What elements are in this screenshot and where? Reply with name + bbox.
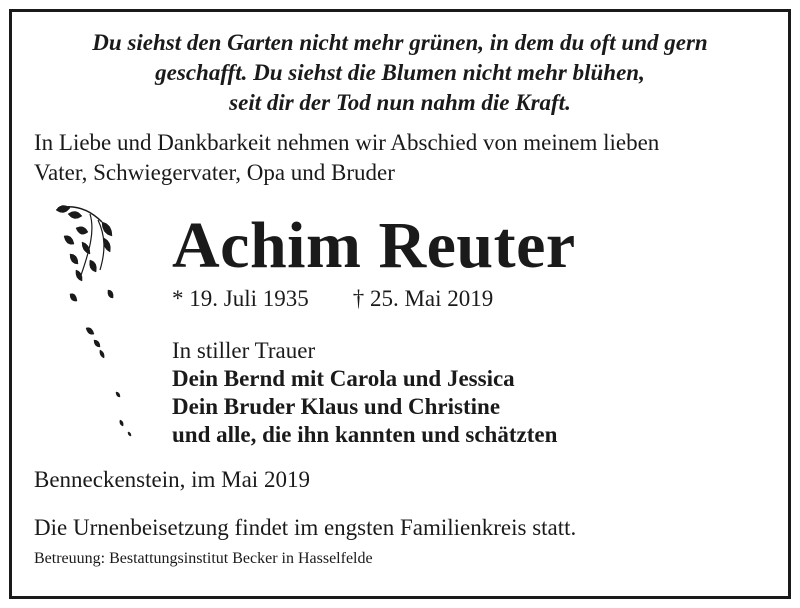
poem-line: seit dir der Tod nun nahm die Kraft. — [229, 90, 571, 115]
death-date: † 25. Mai 2019 — [352, 286, 494, 311]
burial-note: Die Urnenbeisetzung findet im engsten Familienkreis statt. — [34, 515, 577, 540]
intro-line: Vater, Schwiegervater, Opa und Bruder — [34, 160, 395, 185]
leaf-branch-icon — [50, 200, 140, 450]
mourner-line: und alle, die ihn kannten und schätzten — [172, 422, 558, 447]
birth-date: * 19. Juli 1935 — [172, 286, 309, 311]
deceased-name: Achim Reuter — [172, 209, 576, 282]
mourners-heading: In stiller Trauer — [172, 338, 316, 363]
poem-line: Du siehst den Garten nicht mehr grünen, in dem du oft und gern — [92, 30, 708, 55]
place-date: Benneckenstein, im Mai 2019 — [34, 467, 310, 492]
intro-text — [34, 128, 779, 188]
poem-line: geschafft. Du siehst die Blumen nicht mehr blühen, — [155, 60, 645, 85]
funeral-home-note: Betreuung: Bestattungsinstitut Becker in Hasselfelde — [34, 550, 373, 567]
life-dates — [172, 284, 493, 314]
mourners-block — [172, 337, 557, 449]
intro-line: In Liebe und Dankbarkeit nehmen wir Abschied von meinem lieben — [34, 130, 660, 155]
memorial-poem — [20, 28, 780, 118]
mourner-line: Dein Bruder Klaus und Christine — [172, 394, 501, 419]
mourner-line: Dein Bernd mit Carola und Jessica — [172, 366, 515, 391]
